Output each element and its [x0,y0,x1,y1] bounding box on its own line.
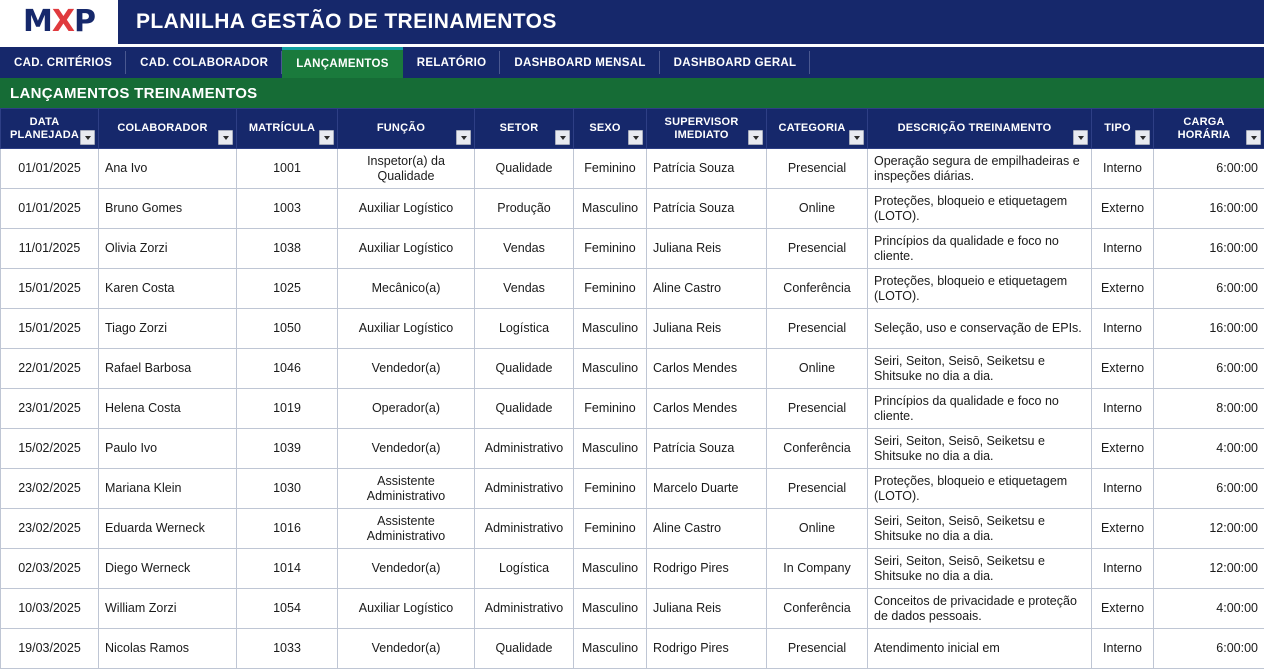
cell-tipo[interactable]: Externo [1092,429,1154,469]
cell-matricula[interactable]: 1001 [237,149,338,189]
table-body [1,149,1264,669]
cell-data-planejada[interactable]: 19/03/2025 [1,629,99,669]
cell-sexo[interactable]: Masculino [574,429,647,469]
cell-colaborador[interactable]: Bruno Gomes [99,189,237,229]
column-label-supervisor-imediato: SUPERVISOR IMEDIATO [664,115,739,141]
cell-setor[interactable]: Logística [475,549,574,589]
cell-tipo[interactable]: Externo [1092,589,1154,629]
cell-carga-horaria[interactable]: 16:00:00 [1154,189,1264,229]
cell-matricula[interactable]: 1039 [237,429,338,469]
cell-tipo[interactable]: Externo [1092,349,1154,389]
cell-tipo[interactable]: Interno [1092,469,1154,509]
cell-matricula[interactable]: 1033 [237,629,338,669]
cell-supervisor-imediato[interactable]: Rodrigo Pires [647,549,767,589]
table-row[interactable] [1,509,1264,549]
cell-data-planejada[interactable]: 22/01/2025 [1,349,99,389]
cell-supervisor-imediato[interactable]: Patrícia Souza [647,149,767,189]
column-header-categoria[interactable] [767,109,868,149]
cell-colaborador[interactable]: Helena Costa [99,389,237,429]
filter-dropdown-icon[interactable] [1246,130,1261,145]
cell-matricula[interactable]: 1016 [237,509,338,549]
logo-letter-x: X [51,4,74,39]
cell-supervisor-imediato[interactable]: Aline Castro [647,269,767,309]
filter-dropdown-icon[interactable] [456,130,471,145]
cell-funcao[interactable]: Vendedor(a) [338,629,475,669]
cell-categoria[interactable]: In Company [767,549,868,589]
cell-descricao-treinamento[interactable]: Seiri, Seiton, Seisō, Seiketsu e Shitsuke no dia a dia. [868,509,1092,549]
cell-funcao[interactable]: Inspetor(a) da Qualidade [338,149,475,189]
filter-dropdown-icon[interactable] [1135,130,1150,145]
tab-dashboard-geral[interactable]: DASHBOARD GERAL [660,47,811,78]
filter-dropdown-icon[interactable] [748,130,763,145]
cell-sexo[interactable]: Masculino [574,309,647,349]
cell-funcao[interactable]: Vendedor(a) [338,429,475,469]
cell-supervisor-imediato[interactable]: Juliana Reis [647,589,767,629]
cell-colaborador[interactable]: Rafael Barbosa [99,349,237,389]
cell-supervisor-imediato[interactable]: Juliana Reis [647,309,767,349]
cell-data-planejada[interactable]: 01/01/2025 [1,149,99,189]
cell-supervisor-imediato[interactable]: Marcelo Duarte [647,469,767,509]
table-row[interactable] [1,149,1264,189]
cell-setor[interactable]: Vendas [475,269,574,309]
column-label-sexo: SEXO [589,122,621,135]
table-row[interactable] [1,309,1264,349]
cell-setor[interactable]: Produção [475,189,574,229]
table-row[interactable] [1,269,1264,309]
cell-colaborador[interactable]: Nicolas Ramos [99,629,237,669]
cell-sexo[interactable]: Masculino [574,189,647,229]
filter-dropdown-icon[interactable] [218,130,233,145]
table-row[interactable] [1,589,1264,629]
cell-supervisor-imediato[interactable]: Carlos Mendes [647,389,767,429]
cell-descricao-treinamento[interactable]: Princípios da qualidade e foco no cliente. [868,389,1092,429]
cell-categoria[interactable]: Online [767,189,868,229]
cell-supervisor-imediato[interactable]: Patrícia Souza [647,189,767,229]
cell-carga-horaria[interactable]: 6:00:00 [1154,469,1264,509]
cell-matricula[interactable]: 1030 [237,469,338,509]
cell-matricula[interactable]: 1054 [237,589,338,629]
cell-tipo[interactable]: Interno [1092,229,1154,269]
cell-tipo[interactable]: Externo [1092,269,1154,309]
cell-descricao-treinamento[interactable]: Conceitos de privacidade e proteção de dados pessoais. [868,589,1092,629]
cell-setor[interactable]: Administrativo [475,429,574,469]
cell-setor[interactable]: Qualidade [475,389,574,429]
cell-descricao-treinamento[interactable]: Seiri, Seiton, Seisō, Seiketsu e Shitsuke no dia a dia. [868,549,1092,589]
cell-colaborador[interactable]: Tiago Zorzi [99,309,237,349]
table-row[interactable] [1,469,1264,509]
cell-sexo[interactable]: Feminino [574,509,647,549]
cell-carga-horaria[interactable]: 6:00:00 [1154,629,1264,669]
cell-sexo[interactable]: Feminino [574,389,647,429]
table-row[interactable] [1,349,1264,389]
cell-matricula[interactable]: 1038 [237,229,338,269]
cell-data-planejada[interactable]: 10/03/2025 [1,589,99,629]
column-header-descricao-treinamento[interactable] [868,109,1092,149]
cell-categoria[interactable]: Online [767,349,868,389]
column-label-categoria: CATEGORIA [778,122,846,135]
cell-sexo[interactable]: Feminino [574,149,647,189]
cell-descricao-treinamento[interactable]: Atendimento inicial em [868,629,1092,669]
cell-matricula[interactable]: 1014 [237,549,338,589]
table-row[interactable] [1,629,1264,669]
cell-supervisor-imediato[interactable]: Carlos Mendes [647,349,767,389]
cell-colaborador[interactable]: Olivia Zorzi [99,229,237,269]
column-label-colaborador: COLABORADOR [117,122,208,135]
table-row[interactable] [1,389,1264,429]
column-header-carga-horaria[interactable] [1154,109,1264,149]
filter-dropdown-icon[interactable] [319,130,334,145]
filter-dropdown-icon[interactable] [1073,130,1088,145]
cell-supervisor-imediato[interactable]: Juliana Reis [647,229,767,269]
tab-bar [0,47,1264,78]
cell-categoria[interactable]: Online [767,509,868,549]
cell-tipo[interactable]: Interno [1092,629,1154,669]
cell-supervisor-imediato[interactable]: Aline Castro [647,509,767,549]
cell-colaborador[interactable]: Ana Ivo [99,149,237,189]
cell-setor[interactable]: Administrativo [475,589,574,629]
filter-dropdown-icon[interactable] [555,130,570,145]
cell-data-planejada[interactable]: 15/02/2025 [1,429,99,469]
cell-matricula[interactable]: 1003 [237,189,338,229]
tab-cad-criterios[interactable]: CAD. CRITÉRIOS [0,47,126,78]
cell-tipo[interactable]: Externo [1092,189,1154,229]
cell-data-planejada[interactable]: 23/02/2025 [1,469,99,509]
cell-tipo[interactable]: Externo [1092,509,1154,549]
column-label-descricao-treinamento: DESCRIÇÃO TREINAMENTO [897,122,1052,135]
tab-dashboard-mensal[interactable]: DASHBOARD MENSAL [500,47,659,78]
filter-dropdown-icon[interactable] [628,130,643,145]
cell-funcao[interactable]: Vendedor(a) [338,549,475,589]
cell-carga-horaria[interactable]: 6:00:00 [1154,349,1264,389]
cell-matricula[interactable]: 1019 [237,389,338,429]
cell-colaborador[interactable]: Karen Costa [99,269,237,309]
cell-sexo[interactable]: Masculino [574,629,647,669]
filter-dropdown-icon[interactable] [80,130,95,145]
cell-carga-horaria[interactable]: 12:00:00 [1154,509,1264,549]
cell-setor[interactable]: Qualidade [475,629,574,669]
column-label-data-planejada: DATA PLANEJADA [9,115,80,141]
cell-carga-horaria[interactable]: 16:00:00 [1154,229,1264,269]
cell-data-planejada[interactable]: 15/01/2025 [1,269,99,309]
cell-data-planejada[interactable]: 01/01/2025 [1,189,99,229]
section-title: LANÇAMENTOS TREINAMENTOS [0,78,1264,108]
filter-dropdown-icon[interactable] [849,130,864,145]
cell-carga-horaria[interactable]: 6:00:00 [1154,149,1264,189]
cell-funcao[interactable]: Mecânico(a) [338,269,475,309]
cell-supervisor-imediato[interactable]: Rodrigo Pires [647,629,767,669]
cell-matricula[interactable]: 1025 [237,269,338,309]
cell-funcao[interactable]: Assistente Administrativo [338,469,475,509]
cell-data-planejada[interactable]: 23/01/2025 [1,389,99,429]
cell-data-planejada[interactable]: 23/02/2025 [1,509,99,549]
page-title: PLANILHA GESTÃO DE TREINAMENTOS [136,10,557,33]
cell-data-planejada[interactable]: 02/03/2025 [1,549,99,589]
logo-letter-m: M [23,4,52,39]
cell-matricula[interactable]: 1050 [237,309,338,349]
cell-colaborador[interactable]: William Zorzi [99,589,237,629]
table-row[interactable] [1,429,1264,469]
cell-data-planejada[interactable]: 15/01/2025 [1,309,99,349]
app-header [0,0,1264,44]
cell-tipo[interactable]: Interno [1092,389,1154,429]
cell-carga-horaria[interactable]: 12:00:00 [1154,549,1264,589]
cell-matricula[interactable]: 1046 [237,349,338,389]
cell-funcao[interactable]: Auxiliar Logístico [338,589,475,629]
cell-sexo[interactable]: Masculino [574,589,647,629]
logo-letter-p: P [74,4,95,39]
cell-colaborador[interactable]: Paulo Ivo [99,429,237,469]
tab-lancamentos[interactable]: LANÇAMENTOS [282,47,403,78]
table-row[interactable] [1,189,1264,229]
lancamentos-table-container[interactable] [0,108,1264,671]
cell-setor[interactable]: Administrativo [475,469,574,509]
cell-categoria[interactable]: Presencial [767,149,868,189]
table-row[interactable] [1,229,1264,269]
cell-tipo[interactable]: Interno [1092,549,1154,589]
lancamentos-table [0,108,1264,669]
cell-sexo[interactable]: Masculino [574,349,647,389]
column-label-funcao: FUNÇÃO [376,122,426,135]
column-header-funcao[interactable] [338,109,475,149]
cell-tipo[interactable]: Interno [1092,149,1154,189]
cell-sexo[interactable]: Feminino [574,469,647,509]
cell-categoria[interactable]: Presencial [767,309,868,349]
cell-carga-horaria[interactable]: 16:00:00 [1154,309,1264,349]
cell-categoria[interactable]: Presencial [767,629,868,669]
cell-descricao-treinamento[interactable]: Seiri, Seiton, Seisō, Seiketsu e Shitsuke no dia a dia. [868,429,1092,469]
table-header-row [1,109,1264,149]
cell-supervisor-imediato[interactable]: Patrícia Souza [647,429,767,469]
tab-relatorio[interactable]: RELATÓRIO [403,47,501,78]
tab-cad-colaborador[interactable]: CAD. COLABORADOR [126,47,282,78]
cell-descricao-treinamento[interactable]: Proteções, bloqueio e etiquetagem (LOTO). [868,469,1092,509]
cell-colaborador[interactable]: Diego Werneck [99,549,237,589]
column-label-setor: SETOR [499,122,539,135]
cell-categoria[interactable]: Conferência [767,429,868,469]
column-header-matricula[interactable] [237,109,338,149]
column-header-tipo[interactable] [1092,109,1154,149]
mxp-logo [0,0,118,44]
cell-setor[interactable]: Qualidade [475,349,574,389]
cell-funcao[interactable]: Operador(a) [338,389,475,429]
column-header-setor[interactable] [475,109,574,149]
cell-funcao[interactable]: Auxiliar Logístico [338,309,475,349]
cell-funcao[interactable]: Auxiliar Logístico [338,189,475,229]
cell-funcao[interactable]: Vendedor(a) [338,349,475,389]
column-label-tipo: TIPO [1104,122,1131,135]
cell-setor[interactable]: Qualidade [475,149,574,189]
cell-carga-horaria[interactable]: 4:00:00 [1154,429,1264,469]
cell-descricao-treinamento[interactable]: Proteções, bloqueio e etiquetagem (LOTO). [868,269,1092,309]
cell-descricao-treinamento[interactable]: Proteções, bloqueio e etiquetagem (LOTO). [868,189,1092,229]
cell-carga-horaria[interactable]: 4:00:00 [1154,589,1264,629]
cell-colaborador[interactable]: Mariana Klein [99,469,237,509]
logo-wordmark [23,4,95,39]
cell-data-planejada[interactable]: 11/01/2025 [1,229,99,269]
cell-tipo[interactable]: Interno [1092,309,1154,349]
cell-sexo[interactable]: Feminino [574,269,647,309]
cell-carga-horaria[interactable]: 6:00:00 [1154,269,1264,309]
cell-funcao[interactable]: Auxiliar Logístico [338,229,475,269]
cell-categoria[interactable]: Presencial [767,389,868,429]
cell-categoria[interactable]: Presencial [767,229,868,269]
cell-setor[interactable]: Logística [475,309,574,349]
table-row[interactable] [1,549,1264,589]
column-label-matricula: MATRÍCULA [248,122,316,135]
column-header-supervisor-imediato[interactable] [647,109,767,149]
cell-setor[interactable]: Vendas [475,229,574,269]
cell-descricao-treinamento[interactable]: Princípios da qualidade e foco no cliente. [868,229,1092,269]
column-header-sexo[interactable] [574,109,647,149]
cell-categoria[interactable]: Conferência [767,589,868,629]
cell-sexo[interactable]: Feminino [574,229,647,269]
cell-categoria[interactable]: Conferência [767,269,868,309]
cell-descricao-treinamento[interactable]: Seleção, uso e conservação de EPIs. [868,309,1092,349]
cell-colaborador[interactable]: Eduarda Werneck [99,509,237,549]
column-label-carga-horaria: CARGA HORÁRIA [1177,115,1231,141]
cell-descricao-treinamento[interactable]: Seiri, Seiton, Seisō, Seiketsu e Shitsuke no dia a dia. [868,349,1092,389]
cell-funcao[interactable]: Assistente Administrativo [338,509,475,549]
column-header-data-planejada[interactable] [1,109,99,149]
cell-descricao-treinamento[interactable]: Operação segura de empilhadeiras e inspeções diárias. [868,149,1092,189]
cell-carga-horaria[interactable]: 8:00:00 [1154,389,1264,429]
tab-bar-filler [810,47,1264,78]
cell-sexo[interactable]: Masculino [574,549,647,589]
column-header-colaborador[interactable] [99,109,237,149]
cell-setor[interactable]: Administrativo [475,509,574,549]
cell-categoria[interactable]: Presencial [767,469,868,509]
